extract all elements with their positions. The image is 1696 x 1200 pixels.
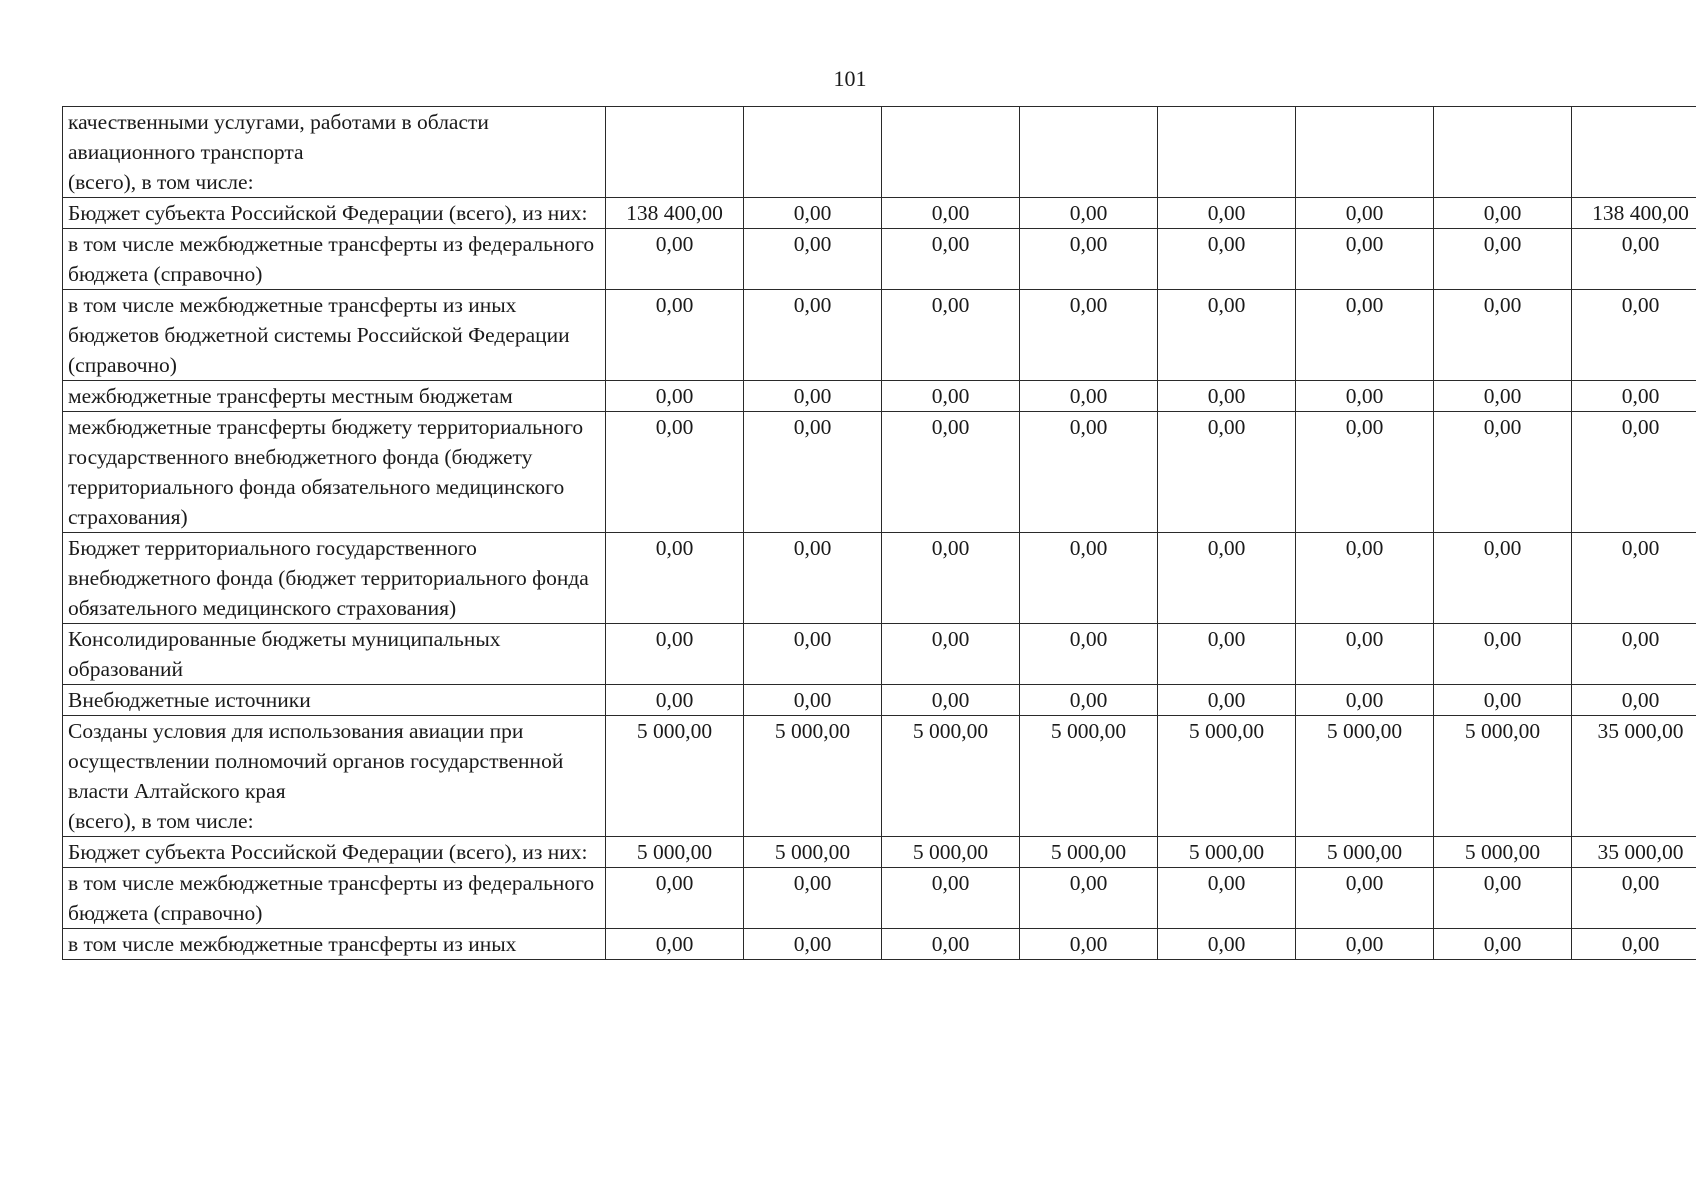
value-cell: 0,00 <box>606 381 744 412</box>
value-cell: 0,00 <box>744 412 882 533</box>
row-label: Консолидированные бюджеты муниципальных образований <box>63 624 606 685</box>
value-cell: 0,00 <box>882 229 1020 290</box>
value-cell: 0,00 <box>882 624 1020 685</box>
value-cell: 0,00 <box>1020 624 1158 685</box>
table-row <box>63 929 1696 960</box>
value-cell: 0,00 <box>606 624 744 685</box>
value-cell: 5 000,00 <box>882 716 1020 837</box>
value-cell: 35 000,00 <box>1572 837 1696 868</box>
table-row <box>63 107 1696 198</box>
value-cell: 0,00 <box>1434 929 1572 960</box>
value-cell: 0,00 <box>744 624 882 685</box>
value-cell: 138 400,00 <box>1572 198 1696 229</box>
page-number: 101 <box>833 66 867 91</box>
row-label: в том числе межбюджетные трансферты из федерального бюджета (справочно) <box>63 868 606 929</box>
row-label: в том числе межбюджетные трансферты из федерального бюджета (справочно) <box>63 229 606 290</box>
value-cell: 0,00 <box>1296 624 1434 685</box>
value-cell: 0,00 <box>882 198 1020 229</box>
value-cell: 0,00 <box>1020 229 1158 290</box>
table-row <box>63 685 1696 716</box>
value-cell: 0,00 <box>744 533 882 624</box>
value-cell: 0,00 <box>744 229 882 290</box>
value-cell: 0,00 <box>882 290 1020 381</box>
row-label: Бюджет территориального государственного внебюджетного фонда (бюджет территориального фонда обязательного медицинского страхования) <box>63 533 606 624</box>
value-cell: 0,00 <box>1020 533 1158 624</box>
value-cell: 5 000,00 <box>1434 716 1572 837</box>
budget-table-body <box>63 107 1696 960</box>
value-cell: 0,00 <box>1572 929 1696 960</box>
value-cell: 0,00 <box>882 685 1020 716</box>
value-cell: 0,00 <box>1434 198 1572 229</box>
value-cell: 0,00 <box>606 290 744 381</box>
table-row <box>63 533 1696 624</box>
table-row <box>63 624 1696 685</box>
row-label: Бюджет субъекта Российской Федерации (всего), из них: <box>63 837 606 868</box>
value-cell: 138 400,00 <box>606 198 744 229</box>
row-label: Бюджет субъекта Российской Федерации (всего), из них: <box>63 198 606 229</box>
value-cell: 0,00 <box>1296 685 1434 716</box>
value-cell: 0,00 <box>1434 868 1572 929</box>
value-cell: 0,00 <box>1020 198 1158 229</box>
value-cell: 5 000,00 <box>882 837 1020 868</box>
value-cell <box>1572 107 1696 198</box>
value-cell: 0,00 <box>1158 290 1296 381</box>
value-cell: 0,00 <box>744 868 882 929</box>
table-row <box>63 290 1696 381</box>
value-cell: 0,00 <box>882 868 1020 929</box>
value-cell: 0,00 <box>1296 533 1434 624</box>
value-cell: 0,00 <box>1020 412 1158 533</box>
value-cell: 0,00 <box>1434 685 1572 716</box>
row-label: качественными услугами, работами в области авиационного транспорта (всего), в том числе: <box>63 107 606 198</box>
row-label: в том числе межбюджетные трансферты из иных бюджетов бюджетной системы Российской Федерации (справочно) <box>63 290 606 381</box>
value-cell: 5 000,00 <box>744 837 882 868</box>
value-cell: 0,00 <box>606 929 744 960</box>
value-cell: 0,00 <box>1158 868 1296 929</box>
value-cell: 0,00 <box>1158 624 1296 685</box>
value-cell <box>744 107 882 198</box>
table-row <box>63 716 1696 837</box>
value-cell <box>1020 107 1158 198</box>
value-cell: 0,00 <box>1020 868 1158 929</box>
value-cell: 0,00 <box>606 685 744 716</box>
value-cell: 0,00 <box>606 868 744 929</box>
value-cell: 0,00 <box>1572 290 1696 381</box>
value-cell: 5 000,00 <box>1434 837 1572 868</box>
value-cell: 0,00 <box>882 412 1020 533</box>
row-label: в том числе межбюджетные трансферты из иных <box>63 929 606 960</box>
value-cell: 0,00 <box>1158 198 1296 229</box>
value-cell: 0,00 <box>1020 290 1158 381</box>
row-label: Созданы условия для использования авиации при осуществлении полномочий органов государственной власти Алтайского края (всего), в том числе: <box>63 716 606 837</box>
row-label: Внебюджетные источники <box>63 685 606 716</box>
value-cell <box>1434 107 1572 198</box>
value-cell: 0,00 <box>1296 290 1434 381</box>
value-cell: 5 000,00 <box>606 837 744 868</box>
value-cell: 0,00 <box>1572 624 1696 685</box>
value-cell: 0,00 <box>1434 412 1572 533</box>
value-cell: 0,00 <box>1296 229 1434 290</box>
value-cell: 0,00 <box>1158 229 1296 290</box>
value-cell: 0,00 <box>1296 381 1434 412</box>
value-cell: 0,00 <box>744 381 882 412</box>
value-cell: 0,00 <box>1020 929 1158 960</box>
value-cell: 0,00 <box>1572 412 1696 533</box>
table-row <box>63 381 1696 412</box>
value-cell: 0,00 <box>1434 624 1572 685</box>
value-cell: 5 000,00 <box>1158 716 1296 837</box>
budget-table <box>62 106 1696 960</box>
value-cell: 35 000,00 <box>1572 716 1696 837</box>
value-cell: 0,00 <box>882 381 1020 412</box>
value-cell: 0,00 <box>1572 229 1696 290</box>
table-row <box>63 837 1696 868</box>
value-cell: 0,00 <box>1434 533 1572 624</box>
value-cell <box>882 107 1020 198</box>
value-cell: 0,00 <box>1572 685 1696 716</box>
value-cell: 0,00 <box>1296 868 1434 929</box>
table-row <box>63 868 1696 929</box>
value-cell: 0,00 <box>1158 381 1296 412</box>
value-cell: 0,00 <box>1572 381 1696 412</box>
value-cell: 5 000,00 <box>744 716 882 837</box>
table-row <box>63 198 1696 229</box>
value-cell: 0,00 <box>744 929 882 960</box>
value-cell: 0,00 <box>1158 533 1296 624</box>
value-cell: 0,00 <box>882 929 1020 960</box>
value-cell: 0,00 <box>1572 533 1696 624</box>
row-label: межбюджетные трансферты местным бюджетам <box>63 381 606 412</box>
value-cell: 0,00 <box>1434 381 1572 412</box>
value-cell <box>606 107 744 198</box>
value-cell: 0,00 <box>1158 929 1296 960</box>
value-cell: 0,00 <box>744 198 882 229</box>
table-row <box>63 412 1696 533</box>
value-cell: 0,00 <box>1296 198 1434 229</box>
value-cell: 5 000,00 <box>606 716 744 837</box>
value-cell: 0,00 <box>1158 412 1296 533</box>
value-cell: 0,00 <box>1434 229 1572 290</box>
value-cell <box>1296 107 1434 198</box>
value-cell: 5 000,00 <box>1020 837 1158 868</box>
value-cell: 0,00 <box>1572 868 1696 929</box>
value-cell: 0,00 <box>1296 412 1434 533</box>
value-cell: 0,00 <box>1296 929 1434 960</box>
value-cell: 0,00 <box>1434 290 1572 381</box>
value-cell <box>1158 107 1296 198</box>
value-cell: 0,00 <box>606 412 744 533</box>
value-cell: 0,00 <box>744 290 882 381</box>
value-cell: 0,00 <box>1158 685 1296 716</box>
value-cell: 5 000,00 <box>1296 837 1434 868</box>
value-cell: 0,00 <box>606 533 744 624</box>
value-cell: 0,00 <box>606 229 744 290</box>
value-cell: 0,00 <box>1020 685 1158 716</box>
value-cell: 0,00 <box>1020 381 1158 412</box>
value-cell: 5 000,00 <box>1158 837 1296 868</box>
value-cell: 5 000,00 <box>1020 716 1158 837</box>
value-cell: 5 000,00 <box>1296 716 1434 837</box>
table-row <box>63 229 1696 290</box>
value-cell: 0,00 <box>744 685 882 716</box>
row-label: межбюджетные трансферты бюджету территориального государственного внебюджетного фонда (бюджету территориального фонда обязательного медицинского страхования) <box>63 412 606 533</box>
value-cell: 0,00 <box>882 533 1020 624</box>
